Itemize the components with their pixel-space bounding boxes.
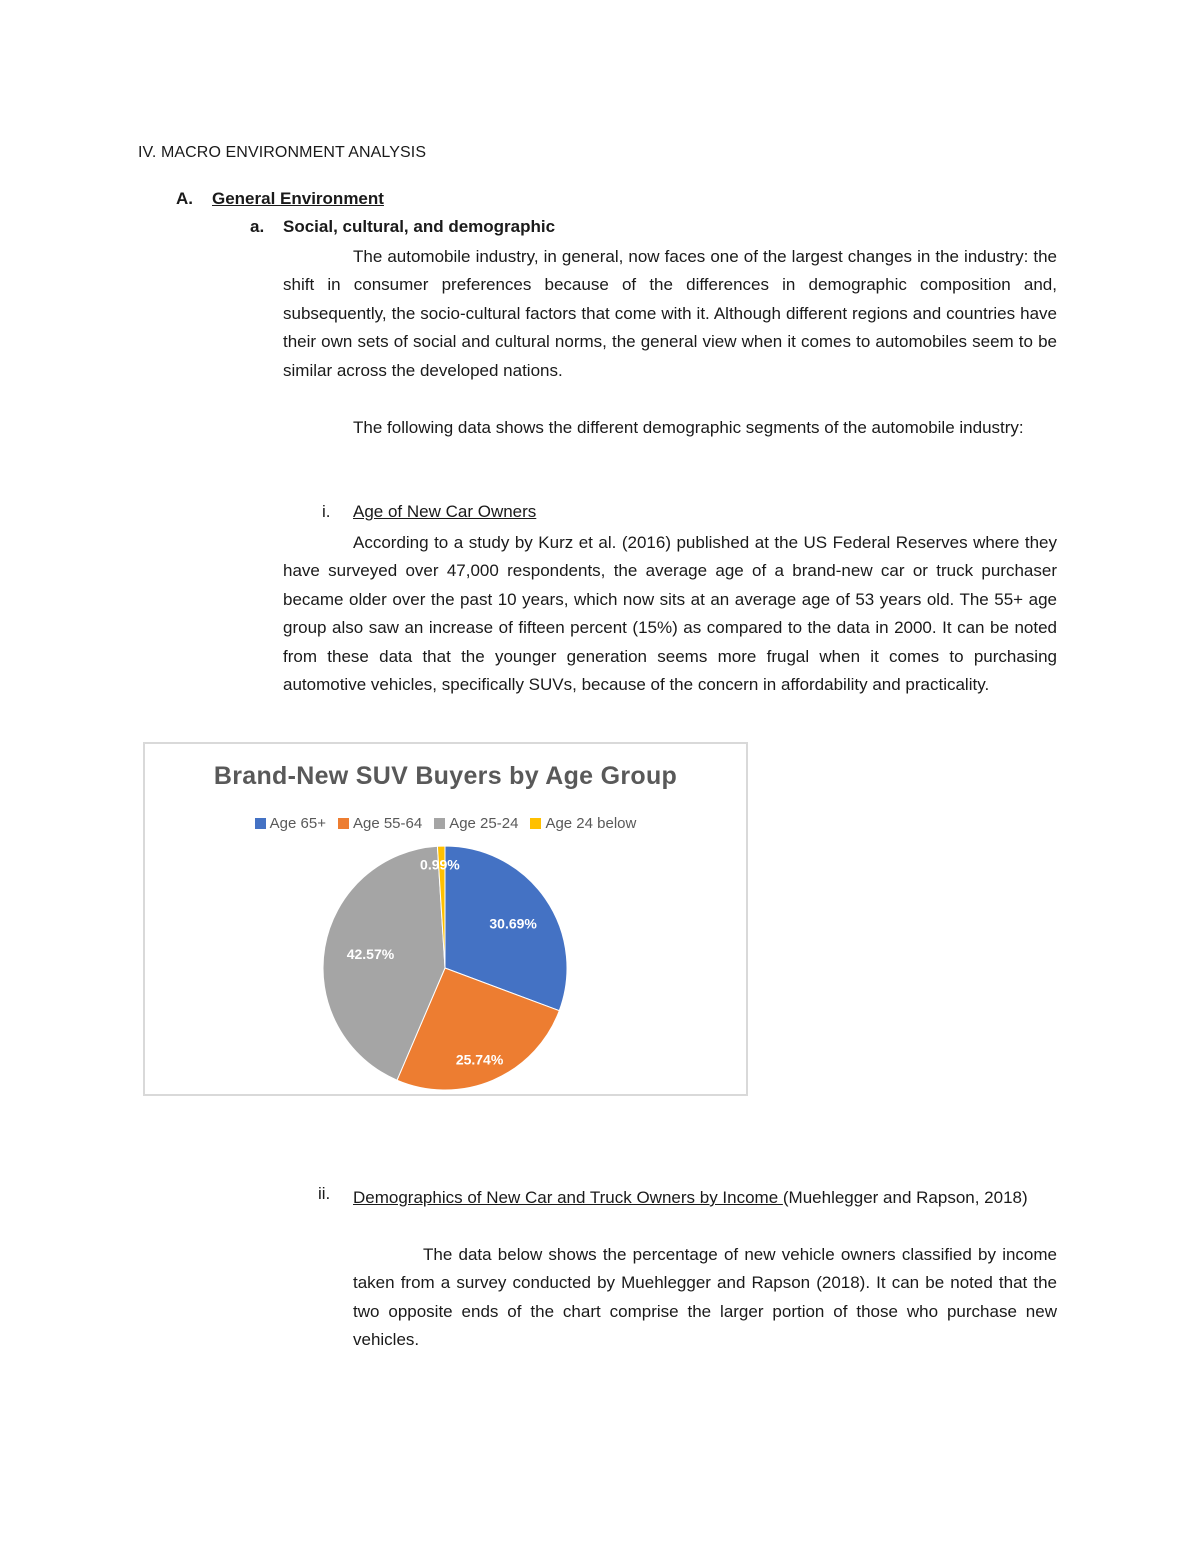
pie-chart — [143, 742, 748, 1096]
item-title-income — [353, 1184, 1053, 1212]
paragraph-text: The data below shows the percentage of new vehicle owners classified by income taken from a survey conducted by Muehlegger and Rapson (2018). It can be noted that the two opposite ends of the chart comprise the larger portion of those who purchase new vehicles. — [353, 1245, 1057, 1350]
list-marker: A. — [176, 189, 193, 208]
list-marker: ii. — [318, 1184, 331, 1203]
pie-plot — [145, 744, 746, 1094]
paragraph-social — [283, 243, 1057, 385]
paragraph-age — [283, 529, 1057, 699]
pie-data-label: 0.99% — [420, 856, 460, 873]
section-title: IV. MACRO ENVIRONMENT ANALYSIS — [138, 144, 427, 161]
pie-data-label: 25.74% — [455, 1051, 504, 1068]
paragraph-text: According to a study by Kurz et al. (2016) published at the US Federal Reserves where they have surveyed over 47,000 respondents, the average age of a brand-new car or truck purchaser became older over the past 10 years, which now sits at an average age of 53 years old. The 55+ age group also saw an increase of fifteen percent (15%) as compared to the data in 2000. It can be noted from these data that the younger generation seems more frugal when it comes to purchasing automotive vehicles, specifically SUVs, because of the concern in affordability and practicality. — [283, 533, 1057, 695]
item-title-citation: (Muehlegger and Rapson, 2018) — [782, 1188, 1028, 1207]
legend-label: Age 55-64 — [352, 815, 423, 832]
list-marker: a. — [250, 217, 265, 236]
item-title-underlined: Demographics of New Car and Truck Owners by Income — [353, 1188, 783, 1207]
legend-label: Age 25-24 — [449, 815, 519, 832]
pie-data-label: 30.69% — [489, 915, 537, 932]
paragraph-text: The automobile industry, in general, now faces one of the largest changes in the industry: the shift in consumer preferences because of the differences in demographic composition and, subsequently, the socio-cultural factors that come with it. Although different regions and countries have their own sets of social and cultural norms, the general view when it comes to automobiles seem to be similar across the developed nations. — [283, 247, 1057, 380]
chart-title: Brand-New SUV Buyers by Age Group — [213, 762, 678, 790]
paragraph-demographics-intro — [283, 414, 1057, 442]
item-title-age: Age of New Car Owners — [353, 502, 537, 521]
subsection-title-social: Social, cultural, and demographic — [283, 217, 556, 236]
paragraph-text: The following data shows the different demographic segments of the automobile industry: — [353, 418, 1024, 437]
paragraph-income — [353, 1241, 1057, 1355]
legend-label: Age 65+ — [269, 815, 326, 832]
list-marker: i. — [322, 502, 331, 521]
legend-label: Age 24 below — [545, 815, 637, 832]
subsection-title-general-environment: General Environment — [212, 189, 384, 208]
pie-data-label: 42.57% — [346, 945, 395, 962]
